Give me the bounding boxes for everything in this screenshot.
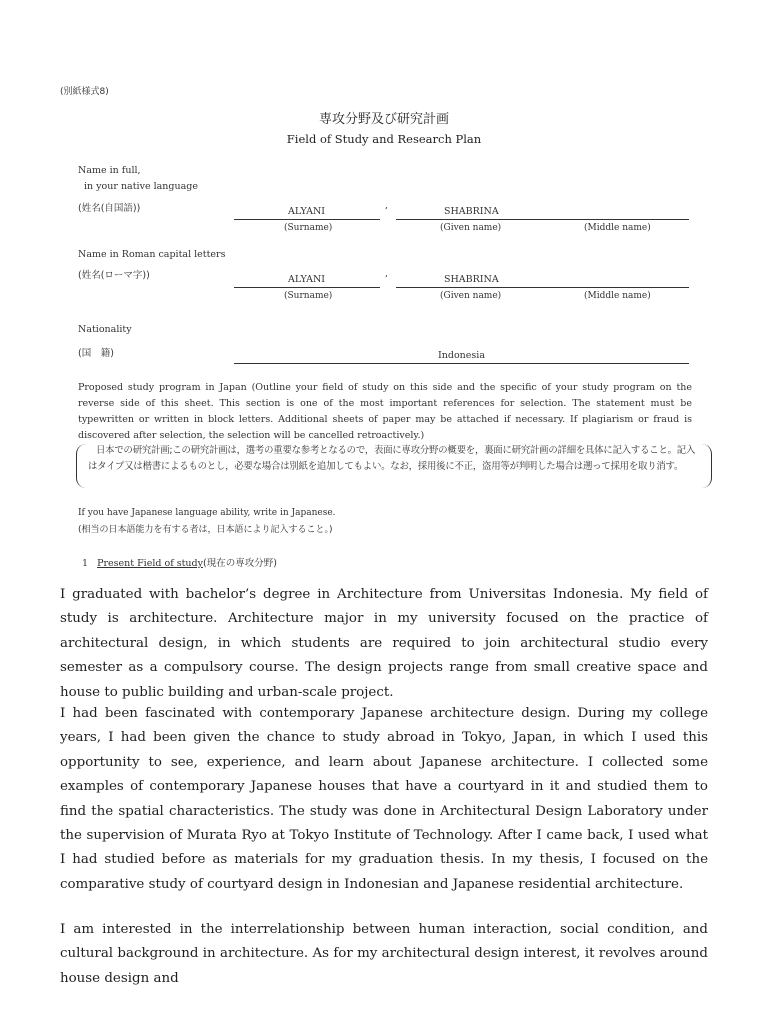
instructions-en: Proposed study program in Japan (Outline your field of study on this side and the specific of your study program on the reverse side of this sheet. This section is one of the most important references for selection. The statement must be typewritten or written in block letters. Additional sheets of paper may be attached if necessary. If plagiarism or fraud is discovered after selection, the selection will be cancelled retroactively.) — [78, 382, 692, 441]
native-separator: , — [385, 200, 389, 211]
section-number: 1 — [82, 558, 89, 569]
native-surname-value: ALYANI — [288, 206, 326, 217]
nationality-value: Indonesia — [438, 350, 485, 361]
name-native-label-jp: (姓名(自国語)) — [78, 203, 141, 214]
paragraph-1: I graduated with bachelor’s degree in Architecture from Universitas Indonesia. My field of study is architecture. Architecture major in my university focused on the practice of architectural design, in which students are required to join architectural studio every semester as a compulsory course. The design projects range from small creative space and house to public building and urban-scale project. — [60, 587, 708, 700]
name-roman-label-jp: (姓名(ローマ字)) — [78, 270, 150, 281]
native-given-value: SHABRINA — [444, 206, 499, 217]
section-heading-en: Present Field of study — [97, 558, 203, 569]
section-heading — [82, 555, 277, 569]
native-surname-caption: (Surname) — [284, 223, 333, 233]
language-note-en: If you have Japanese language ability, write in Japanese. — [78, 508, 336, 518]
name-native-label: Name in full, — [78, 165, 141, 176]
page-title-en: Field of Study and Research Plan — [286, 132, 482, 146]
roman-given-value: SHABRINA — [444, 274, 499, 285]
native-given-line — [396, 219, 689, 220]
roman-given-caption: (Given name) — [440, 291, 502, 301]
roman-given-line — [396, 287, 689, 288]
section-heading-jp: (現在の専攻分野) — [203, 558, 277, 569]
name-roman-label: Name in Roman capital letters — [78, 249, 226, 260]
nationality-label-jp: (国 籍) — [78, 348, 114, 359]
form-number: (別紙様式8) — [60, 87, 109, 97]
nationality-line — [234, 363, 689, 364]
native-middle-caption: (Middle name) — [584, 223, 651, 233]
roman-separator: , — [385, 268, 389, 279]
nationality-label: Nationality — [78, 324, 132, 335]
page-title-jp: 専攻分野及び研究計画 — [318, 112, 449, 127]
roman-surname-value: ALYANI — [288, 274, 326, 285]
instructions-jp: 日本での研究計画;この研究計画は，選考の重要な参考となるので，表面に専攻分野の概要を，裏面に研究計画の詳細を具体に記入すること。記入はタイプ又は楷書によるものとし，必要な場合は別紙を追加してもよい。なお，採用後に不正，盗用等が判明した場合は遡って採用を取り消す。 — [88, 445, 696, 472]
language-note-jp: (相当の日本語能力を有する者は，日本語により記入すること。) — [78, 525, 333, 535]
roman-surname-line — [234, 287, 380, 288]
roman-surname-caption: (Surname) — [284, 291, 333, 301]
paragraph-2: I had been fascinated with contemporary Japanese architecture design. During my college years, I had been given the chance to study abroad in Tokyo, Japan, in which I used this opportunity to see, experience, and learn about Japanese architecture. I collected some examples of contemporary Japanese houses that have a courtyard in it and studied them to find the spatial characteristics. The study was done in Architectural Design Laboratory under the supervision of Murata Ryo at Tokyo Institute of Technology. After I came back, I used what I had studied before as materials for my graduation thesis. In my thesis, I focused on the comparative study of courtyard design in Indonesian and Japanese residential architecture. — [60, 706, 708, 892]
native-surname-line — [234, 219, 380, 220]
native-given-caption: (Given name) — [440, 223, 502, 233]
roman-middle-caption: (Middle name) — [584, 291, 651, 301]
name-native-label-2: in your native language — [84, 181, 198, 192]
paragraph-3: I am interested in the interrelationship between human interaction, social condition, and cultural background in architecture. As for my architectural design interest, it revolves around house design and — [60, 922, 708, 986]
